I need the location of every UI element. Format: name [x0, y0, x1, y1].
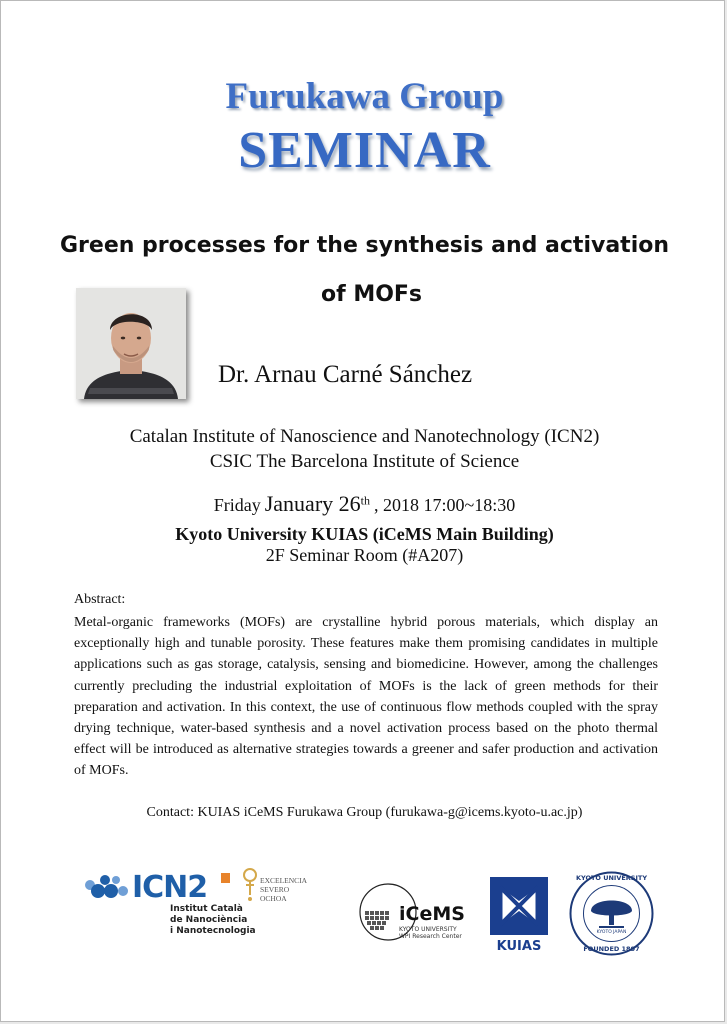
kuias-logo-graphic [488, 875, 550, 937]
seal-bottom-text: FOUNDED 1897 [583, 945, 640, 953]
icems-sub1: KYOTO UNIVERSITY [399, 926, 457, 933]
abstract-label: Abstract: [74, 592, 126, 607]
icems-subtitle [399, 926, 462, 940]
severo-ochoa-text [260, 876, 307, 903]
affiliation-line2: CSIC The Barcelona Institute of Science [209, 451, 520, 472]
seal-top-text: KYOTO UNIVERSITY [575, 874, 648, 882]
room: 2F Seminar Room (#A207) [265, 545, 464, 565]
affiliation-line1: Catalan Institute of Nanoscience and Nanotechnology (ICN2) [129, 426, 600, 447]
contact-line: Contact: KUIAS iCeMS Furukawa Group (furukawa-g@icems.kyoto-u.ac.jp) [146, 805, 583, 820]
header-seminar: SEMINAR [238, 122, 491, 179]
kyoto-seal-graphic [569, 871, 654, 956]
speaker-name: Dr. Arnau Carné Sánchez [218, 361, 473, 388]
kuias-wordmark: KUIAS [496, 939, 542, 954]
header-group-name: Furukawa Group [225, 76, 504, 117]
date-suffix: th [360, 493, 370, 508]
sev3: OCHOA [260, 894, 287, 903]
icn2-sub1: Institut Català [170, 904, 243, 914]
icems-sub2: WPI Research Center [399, 933, 462, 940]
seal-center-text: KYOTO JAPAN [596, 930, 627, 935]
icems-wordmark: iCeMS [399, 903, 465, 925]
date-year-time: , 2018 17:00~18:30 [374, 495, 516, 515]
icn2-sub3: i Nanotecnologia [170, 926, 256, 936]
talk-title-line1: Green processes for the synthesis and activation [59, 233, 670, 258]
kuias-logo [488, 875, 550, 957]
icn2-subtitle [170, 904, 256, 937]
speaker-photo-image [76, 288, 186, 399]
date-main: January 26 [264, 491, 361, 516]
sev2: SEVERO [260, 885, 290, 894]
icn2-sub2: de Nanociència [170, 915, 248, 925]
venue: Kyoto University KUIAS (iCeMS Main Building) [175, 524, 554, 544]
kyoto-university-seal [569, 871, 654, 956]
sev1: EXCELENCIA [260, 876, 308, 885]
icems-logo [359, 877, 469, 947]
icn2-wordmark: ICN2 [132, 870, 208, 905]
icn2-logo [76, 867, 316, 942]
abstract-text: Metal-organic frameworks (MOFs) are crystalline hybrid porous materials, which display an exceptionally high and tunable porosity. These features make them promising candidates in multiple applications such as gas storage, catalysis, sensing and biomedicine. However, among the challenges currently precluding the industrial exploitation of MOFs is the lack of green methods for their preparation and activation. In this context, the use of continuous flow methods coupled with the spray drying technique, water-based synthesis and a novel activation process based on the photo thermal effect will be introduced as alternative strategies towards a greener and safer production and activation of MOFs. [74, 615, 658, 779]
date-line [1, 491, 727, 517]
speaker-photo [76, 288, 186, 399]
date-day: Friday [213, 495, 261, 515]
talk-title-line2: of MOFs [320, 282, 423, 307]
